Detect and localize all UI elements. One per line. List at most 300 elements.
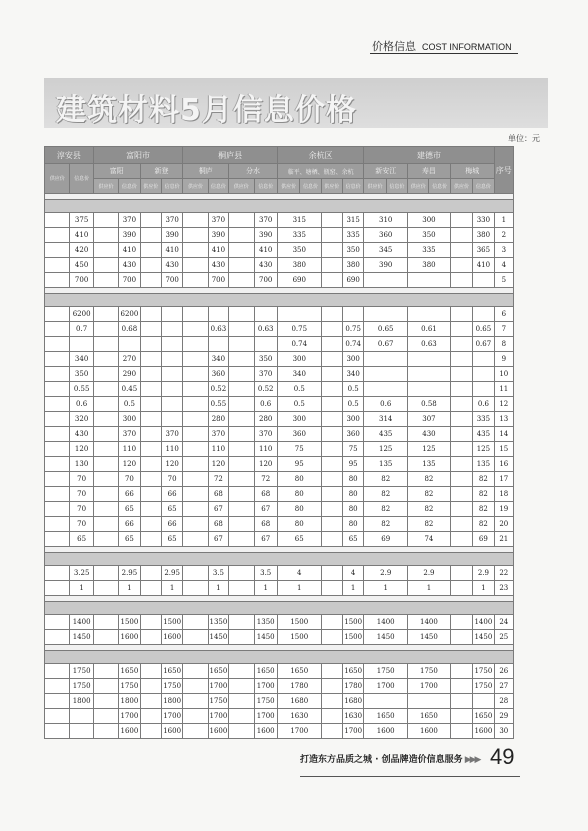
yuhang-supply-cell bbox=[321, 502, 342, 517]
chunan-info-cell bbox=[70, 724, 93, 739]
xindeng-info-cell: 2.95 bbox=[161, 566, 182, 581]
fuyang-info-cell: 410 bbox=[119, 243, 140, 258]
tonglu-supply-cell bbox=[183, 322, 208, 337]
fenshui-supply-cell bbox=[229, 457, 254, 472]
fenshui-supply-cell bbox=[229, 694, 254, 709]
yuhang-a-cell: 80 bbox=[277, 502, 321, 517]
meicheng-supply-cell bbox=[450, 382, 472, 397]
shouchang-cell: 380 bbox=[408, 258, 451, 273]
xindeng-info-cell: 1600 bbox=[161, 724, 182, 739]
subheader-info: 信息价 bbox=[429, 179, 450, 194]
tonglu-supply-cell bbox=[183, 615, 208, 630]
yuhang-supply-cell bbox=[321, 694, 342, 709]
chunan-supply-cell bbox=[45, 243, 70, 258]
price-table bbox=[44, 146, 514, 739]
meicheng-info-cell: 335 bbox=[473, 412, 494, 427]
xinanjiang-cell: 82 bbox=[364, 487, 408, 502]
yuhang-supply-cell bbox=[321, 487, 342, 502]
seq-cell: 21 bbox=[494, 532, 513, 547]
subheader-info: 信息价 bbox=[119, 179, 140, 194]
chunan-supply-cell bbox=[45, 457, 70, 472]
meicheng-supply-cell bbox=[450, 367, 472, 382]
tonglu-supply-cell bbox=[183, 630, 208, 645]
seq-cell: 19 bbox=[494, 502, 513, 517]
fuyang-info-cell: 1700 bbox=[119, 709, 140, 724]
subheader-supply: 供应价 bbox=[321, 179, 342, 194]
fuyang-supply-cell bbox=[93, 724, 118, 739]
fuyang-supply-cell bbox=[93, 664, 118, 679]
xindeng-supply-cell bbox=[140, 442, 161, 457]
xinanjiang-cell: 0.65 bbox=[364, 322, 408, 337]
xindeng-supply-cell bbox=[140, 337, 161, 352]
running-header bbox=[372, 38, 512, 54]
table-row bbox=[45, 367, 514, 382]
shouchang-cell: 0.58 bbox=[408, 397, 451, 412]
meicheng-info-cell bbox=[473, 273, 494, 288]
fuyang-supply-cell bbox=[93, 243, 118, 258]
tonglu-info-cell: 1450 bbox=[208, 630, 228, 645]
yuhang-b-cell: 1500 bbox=[342, 630, 363, 645]
tonglu-info-cell: 3.5 bbox=[208, 566, 228, 581]
fenshui-supply-cell bbox=[229, 487, 254, 502]
xindeng-supply-cell bbox=[140, 694, 161, 709]
fenshui-supply-cell bbox=[229, 709, 254, 724]
meicheng-supply-cell bbox=[450, 457, 472, 472]
seq-cell: 23 bbox=[494, 581, 513, 596]
xindeng-info-cell: 66 bbox=[161, 487, 182, 502]
xindeng-info-cell: 1700 bbox=[161, 709, 182, 724]
xindeng-supply-cell bbox=[140, 615, 161, 630]
tonglu-info-cell: 67 bbox=[208, 502, 228, 517]
yuhang-b-cell: 80 bbox=[342, 472, 363, 487]
yuhang-a-cell: 80 bbox=[277, 487, 321, 502]
yuhang-b-cell: 340 bbox=[342, 367, 363, 382]
tonglu-supply-cell bbox=[183, 307, 208, 322]
fuyang-info-cell: 1500 bbox=[119, 615, 140, 630]
chunan-supply-cell bbox=[45, 517, 70, 532]
chunan-info-header: 信息价 bbox=[70, 164, 93, 194]
xindeng-info-cell: 1800 bbox=[161, 694, 182, 709]
fuyang-info-cell: 390 bbox=[119, 228, 140, 243]
page-title: 建筑材料5月信息价格 bbox=[56, 93, 357, 128]
yuhang-supply-cell bbox=[321, 517, 342, 532]
tonglu-info-cell: 68 bbox=[208, 487, 228, 502]
shouchang-cell: 82 bbox=[408, 502, 451, 517]
fenshui-supply-cell bbox=[229, 724, 254, 739]
xindeng-supply-cell bbox=[140, 307, 161, 322]
shouchang-cell: 300 bbox=[408, 213, 451, 228]
meicheng-supply-cell bbox=[450, 517, 472, 532]
table-row bbox=[45, 630, 514, 645]
chunan-info-cell: 1 bbox=[70, 581, 93, 596]
xindeng-supply-cell bbox=[140, 581, 161, 596]
xinanjiang-cell: 345 bbox=[364, 243, 408, 258]
xindeng-supply-cell bbox=[140, 382, 161, 397]
fuyang-info-cell: 66 bbox=[119, 487, 140, 502]
fuyang-supply-cell bbox=[93, 630, 118, 645]
fenshui-info-cell: 0.52 bbox=[254, 382, 277, 397]
fenshui-supply-cell bbox=[229, 213, 254, 228]
xindeng-supply-cell bbox=[140, 213, 161, 228]
fenshui-supply-cell bbox=[229, 367, 254, 382]
fenshui-info-cell: 0.6 bbox=[254, 397, 277, 412]
yuhang-b-cell: 80 bbox=[342, 487, 363, 502]
subheader-info: 信息价 bbox=[254, 179, 277, 194]
seq-cell: 1 bbox=[494, 213, 513, 228]
seq-cell: 11 bbox=[494, 382, 513, 397]
tonglu-supply-cell bbox=[183, 502, 208, 517]
seq-cell: 15 bbox=[494, 442, 513, 457]
fuyang-info-cell: 66 bbox=[119, 517, 140, 532]
tonglu-info-cell: 0.63 bbox=[208, 322, 228, 337]
yuhang-b-cell: 1 bbox=[342, 581, 363, 596]
tonglu-info-cell: 1600 bbox=[208, 724, 228, 739]
fuyang-info-cell: 430 bbox=[119, 258, 140, 273]
table-row bbox=[45, 258, 514, 273]
seq-cell: 30 bbox=[494, 724, 513, 739]
header-zh: 价格信息 bbox=[372, 40, 416, 53]
xindeng-info-cell: 65 bbox=[161, 532, 182, 547]
footer-slogan bbox=[300, 752, 479, 765]
xinanjiang-cell: 1700 bbox=[364, 679, 408, 694]
sub-yuhang: 临平、塘栖、瓶窑、余杭 bbox=[277, 164, 363, 179]
region-fuyang: 富阳市 bbox=[93, 147, 183, 164]
xinanjiang-cell: 82 bbox=[364, 502, 408, 517]
xinanjiang-cell: 1400 bbox=[364, 615, 408, 630]
sub-xinanjiang: 新安江 bbox=[364, 164, 408, 179]
meicheng-info-cell: 410 bbox=[473, 258, 494, 273]
yuhang-supply-cell bbox=[321, 630, 342, 645]
meicheng-info-cell: 1 bbox=[473, 581, 494, 596]
tonglu-supply-cell bbox=[183, 412, 208, 427]
meicheng-supply-cell bbox=[450, 664, 472, 679]
xinanjiang-cell: 435 bbox=[364, 427, 408, 442]
yuhang-a-cell: 1500 bbox=[277, 615, 321, 630]
tonglu-info-cell bbox=[208, 307, 228, 322]
fenshui-supply-cell bbox=[229, 442, 254, 457]
meicheng-info-cell: 82 bbox=[473, 472, 494, 487]
meicheng-supply-cell bbox=[450, 397, 472, 412]
fenshui-info-cell: 1750 bbox=[254, 694, 277, 709]
yuhang-supply-cell bbox=[321, 709, 342, 724]
shouchang-cell: 82 bbox=[408, 487, 451, 502]
fenshui-supply-cell bbox=[229, 517, 254, 532]
subheader-supply: 供应价 bbox=[229, 179, 254, 194]
table-row bbox=[45, 709, 514, 724]
xindeng-supply-cell bbox=[140, 679, 161, 694]
subheader-supply: 供应价 bbox=[183, 179, 208, 194]
chunan-info-cell: 1800 bbox=[70, 694, 93, 709]
chunan-info-cell: 70 bbox=[70, 517, 93, 532]
yuhang-a-cell: 80 bbox=[277, 472, 321, 487]
table-row bbox=[45, 322, 514, 337]
xinanjiang-cell: 0.67 bbox=[364, 337, 408, 352]
yuhang-a-cell: 4 bbox=[277, 566, 321, 581]
yuhang-supply-cell bbox=[321, 258, 342, 273]
sub-xindeng: 新登 bbox=[140, 164, 183, 179]
table-row bbox=[45, 352, 514, 367]
yuhang-b-cell: 0.74 bbox=[342, 337, 363, 352]
shouchang-cell: 1650 bbox=[408, 709, 451, 724]
fuyang-info-cell: 1750 bbox=[119, 679, 140, 694]
subheader-info: 信息价 bbox=[208, 179, 228, 194]
subheader-supply: 供应价 bbox=[277, 179, 299, 194]
yuhang-supply-cell bbox=[321, 213, 342, 228]
chunan-supply-cell bbox=[45, 322, 70, 337]
tonglu-supply-cell bbox=[183, 352, 208, 367]
shouchang-cell: 0.63 bbox=[408, 337, 451, 352]
tonglu-supply-cell bbox=[183, 566, 208, 581]
fuyang-supply-cell bbox=[93, 517, 118, 532]
yuhang-supply-cell bbox=[321, 442, 342, 457]
seq-cell: 8 bbox=[494, 337, 513, 352]
fenshui-info-cell: 0.63 bbox=[254, 322, 277, 337]
fenshui-info-cell: 280 bbox=[254, 412, 277, 427]
meicheng-supply-cell bbox=[450, 352, 472, 367]
chunan-info-cell: 1750 bbox=[70, 664, 93, 679]
yuhang-b-cell: 0.5 bbox=[342, 397, 363, 412]
table-row bbox=[45, 457, 514, 472]
fuyang-supply-cell bbox=[93, 694, 118, 709]
shouchang-cell: 135 bbox=[408, 457, 451, 472]
yuhang-supply-cell bbox=[321, 532, 342, 547]
chunan-info-cell: 1400 bbox=[70, 615, 93, 630]
fenshui-info-cell bbox=[254, 337, 277, 352]
meicheng-supply-cell bbox=[450, 472, 472, 487]
seq-cell: 5 bbox=[494, 273, 513, 288]
tonglu-supply-cell bbox=[183, 679, 208, 694]
xindeng-info-cell: 1 bbox=[161, 581, 182, 596]
tonglu-info-cell: 110 bbox=[208, 442, 228, 457]
yuhang-a-cell: 75 bbox=[277, 442, 321, 457]
yuhang-a-cell: 300 bbox=[277, 412, 321, 427]
chunan-info-cell: 70 bbox=[70, 502, 93, 517]
fuyang-info-cell: 0.68 bbox=[119, 322, 140, 337]
fenshui-info-cell: 68 bbox=[254, 487, 277, 502]
fuyang-supply-cell bbox=[93, 382, 118, 397]
seq-cell: 7 bbox=[494, 322, 513, 337]
arrow-icons: ▶▶▶ bbox=[464, 755, 480, 765]
seq-cell: 13 bbox=[494, 412, 513, 427]
fenshui-supply-cell bbox=[229, 679, 254, 694]
seq-cell: 27 bbox=[494, 679, 513, 694]
chunan-info-cell: 450 bbox=[70, 258, 93, 273]
xinanjiang-cell: 69 bbox=[364, 532, 408, 547]
chunan-supply-cell bbox=[45, 412, 70, 427]
seq-cell: 16 bbox=[494, 457, 513, 472]
fenshui-info-cell: 68 bbox=[254, 517, 277, 532]
fuyang-info-cell: 2.95 bbox=[119, 566, 140, 581]
fuyang-info-cell: 0.45 bbox=[119, 382, 140, 397]
fuyang-info-cell: 70 bbox=[119, 472, 140, 487]
yuhang-b-cell: 1680 bbox=[342, 694, 363, 709]
shouchang-cell: 1750 bbox=[408, 664, 451, 679]
meicheng-info-cell: 435 bbox=[473, 427, 494, 442]
meicheng-supply-cell bbox=[450, 615, 472, 630]
meicheng-supply-cell bbox=[450, 307, 472, 322]
xindeng-supply-cell bbox=[140, 502, 161, 517]
meicheng-info-cell: 82 bbox=[473, 517, 494, 532]
xinanjiang-cell: 1750 bbox=[364, 664, 408, 679]
xindeng-info-cell: 410 bbox=[161, 243, 182, 258]
fuyang-info-cell: 370 bbox=[119, 427, 140, 442]
yuhang-b-cell: 0.75 bbox=[342, 322, 363, 337]
chunan-supply-cell bbox=[45, 442, 70, 457]
yuhang-b-cell: 300 bbox=[342, 412, 363, 427]
chunan-info-cell: 120 bbox=[70, 442, 93, 457]
fuyang-supply-cell bbox=[93, 581, 118, 596]
slogan-text: 打造东方品质之城 · 创品牌造价信息服务 bbox=[300, 755, 463, 765]
yuhang-b-cell: 1500 bbox=[342, 615, 363, 630]
xinanjiang-cell bbox=[364, 367, 408, 382]
tonglu-info-cell: 340 bbox=[208, 352, 228, 367]
xinanjiang-cell: 1650 bbox=[364, 709, 408, 724]
subheader-supply: 供应价 bbox=[450, 179, 472, 194]
fuyang-supply-cell bbox=[93, 487, 118, 502]
fenshui-info-cell: 1700 bbox=[254, 679, 277, 694]
xindeng-info-cell: 370 bbox=[161, 213, 182, 228]
chunan-info-cell: 70 bbox=[70, 472, 93, 487]
chunan-supply-cell bbox=[45, 228, 70, 243]
xindeng-info-cell: 65 bbox=[161, 502, 182, 517]
meicheng-info-cell: 82 bbox=[473, 502, 494, 517]
chunan-supply-cell bbox=[45, 382, 70, 397]
tonglu-supply-cell bbox=[183, 694, 208, 709]
yuhang-a-cell: 380 bbox=[277, 258, 321, 273]
meicheng-supply-cell bbox=[450, 724, 472, 739]
yuhang-b-cell: 0.5 bbox=[342, 382, 363, 397]
tonglu-info-cell: 120 bbox=[208, 457, 228, 472]
shouchang-cell bbox=[408, 352, 451, 367]
yuhang-a-cell: 65 bbox=[277, 532, 321, 547]
chunan-supply-cell bbox=[45, 581, 70, 596]
table-row bbox=[45, 487, 514, 502]
fenshui-supply-cell bbox=[229, 532, 254, 547]
fuyang-supply-cell bbox=[93, 322, 118, 337]
header-rule bbox=[370, 53, 518, 54]
seq-cell: 17 bbox=[494, 472, 513, 487]
yuhang-supply-cell bbox=[321, 352, 342, 367]
tonglu-supply-cell bbox=[183, 213, 208, 228]
seq-cell: 29 bbox=[494, 709, 513, 724]
region-yuhang: 余杭区 bbox=[277, 147, 363, 164]
fenshui-info-cell: 370 bbox=[254, 213, 277, 228]
fuyang-supply-cell bbox=[93, 307, 118, 322]
meicheng-info-cell: 2.9 bbox=[473, 566, 494, 581]
yuhang-a-cell bbox=[277, 307, 321, 322]
section-band bbox=[45, 553, 514, 566]
header-en: COST INFORMATION bbox=[422, 42, 512, 52]
chunan-info-cell: 1750 bbox=[70, 679, 93, 694]
fuyang-supply-cell bbox=[93, 502, 118, 517]
chunan-supply-cell bbox=[45, 694, 70, 709]
fenshui-info-cell: 700 bbox=[254, 273, 277, 288]
fenshui-supply-cell bbox=[229, 664, 254, 679]
sub-fuyang: 富阳 bbox=[93, 164, 140, 179]
xindeng-supply-cell bbox=[140, 709, 161, 724]
yuhang-b-cell: 4 bbox=[342, 566, 363, 581]
meicheng-info-cell bbox=[473, 382, 494, 397]
xindeng-supply-cell bbox=[140, 367, 161, 382]
meicheng-info-cell: 1750 bbox=[473, 679, 494, 694]
meicheng-supply-cell bbox=[450, 487, 472, 502]
chunan-info-cell bbox=[70, 709, 93, 724]
xinanjiang-cell bbox=[364, 694, 408, 709]
chunan-info-cell: 420 bbox=[70, 243, 93, 258]
xindeng-info-cell: 390 bbox=[161, 228, 182, 243]
yuhang-a-cell: 0.5 bbox=[277, 397, 321, 412]
fuyang-info-cell: 6200 bbox=[119, 307, 140, 322]
yuhang-a-cell: 1680 bbox=[277, 694, 321, 709]
yuhang-b-cell: 75 bbox=[342, 442, 363, 457]
chunan-info-cell: 0.55 bbox=[70, 382, 93, 397]
xindeng-info-cell bbox=[161, 337, 182, 352]
fenshui-supply-cell bbox=[229, 630, 254, 645]
yuhang-supply-cell bbox=[321, 322, 342, 337]
subheader-supply: 供应价 bbox=[140, 179, 161, 194]
meicheng-info-cell: 69 bbox=[473, 532, 494, 547]
chunan-info-cell bbox=[70, 337, 93, 352]
tonglu-info-cell: 72 bbox=[208, 472, 228, 487]
yuhang-a-cell: 1 bbox=[277, 581, 321, 596]
meicheng-supply-cell bbox=[450, 243, 472, 258]
yuhang-a-cell: 340 bbox=[277, 367, 321, 382]
chunan-info-cell: 700 bbox=[70, 273, 93, 288]
yuhang-b-cell: 335 bbox=[342, 228, 363, 243]
xinanjiang-cell bbox=[364, 382, 408, 397]
chunan-supply-cell bbox=[45, 337, 70, 352]
meicheng-supply-cell bbox=[450, 694, 472, 709]
subheader-info: 信息价 bbox=[300, 179, 321, 194]
fuyang-info-cell: 700 bbox=[119, 273, 140, 288]
sub-shouchang: 寿昌 bbox=[408, 164, 451, 179]
yuhang-a-cell: 1700 bbox=[277, 724, 321, 739]
meicheng-supply-cell bbox=[450, 709, 472, 724]
xindeng-info-cell: 430 bbox=[161, 258, 182, 273]
fenshui-supply-cell bbox=[229, 228, 254, 243]
table-row bbox=[45, 664, 514, 679]
tonglu-info-cell: 1650 bbox=[208, 664, 228, 679]
yuhang-a-cell: 1650 bbox=[277, 664, 321, 679]
table-row bbox=[45, 427, 514, 442]
shouchang-cell: 1700 bbox=[408, 679, 451, 694]
yuhang-a-cell: 315 bbox=[277, 213, 321, 228]
meicheng-info-cell: 0.6 bbox=[473, 397, 494, 412]
fenshui-supply-cell bbox=[229, 566, 254, 581]
section-band-cell bbox=[45, 651, 514, 664]
chunan-info-cell: 430 bbox=[70, 427, 93, 442]
chunan-supply-cell bbox=[45, 615, 70, 630]
xinanjiang-cell: 390 bbox=[364, 258, 408, 273]
table-row bbox=[45, 228, 514, 243]
subheader-supply: 供应价 bbox=[93, 179, 118, 194]
tonglu-info-cell: 280 bbox=[208, 412, 228, 427]
yuhang-a-cell: 350 bbox=[277, 243, 321, 258]
xindeng-supply-cell bbox=[140, 322, 161, 337]
fenshui-supply-cell bbox=[229, 615, 254, 630]
tonglu-info-cell bbox=[208, 337, 228, 352]
tonglu-supply-cell bbox=[183, 382, 208, 397]
subheader-supply: 供应价 bbox=[364, 179, 386, 194]
xinanjiang-cell: 1 bbox=[364, 581, 408, 596]
yuhang-b-cell: 95 bbox=[342, 457, 363, 472]
xinanjiang-cell: 1600 bbox=[364, 724, 408, 739]
fenshui-info-cell: 370 bbox=[254, 427, 277, 442]
chunan-supply-cell bbox=[45, 472, 70, 487]
xinanjiang-cell bbox=[364, 352, 408, 367]
fuyang-info-cell: 65 bbox=[119, 532, 140, 547]
fuyang-supply-cell bbox=[93, 472, 118, 487]
